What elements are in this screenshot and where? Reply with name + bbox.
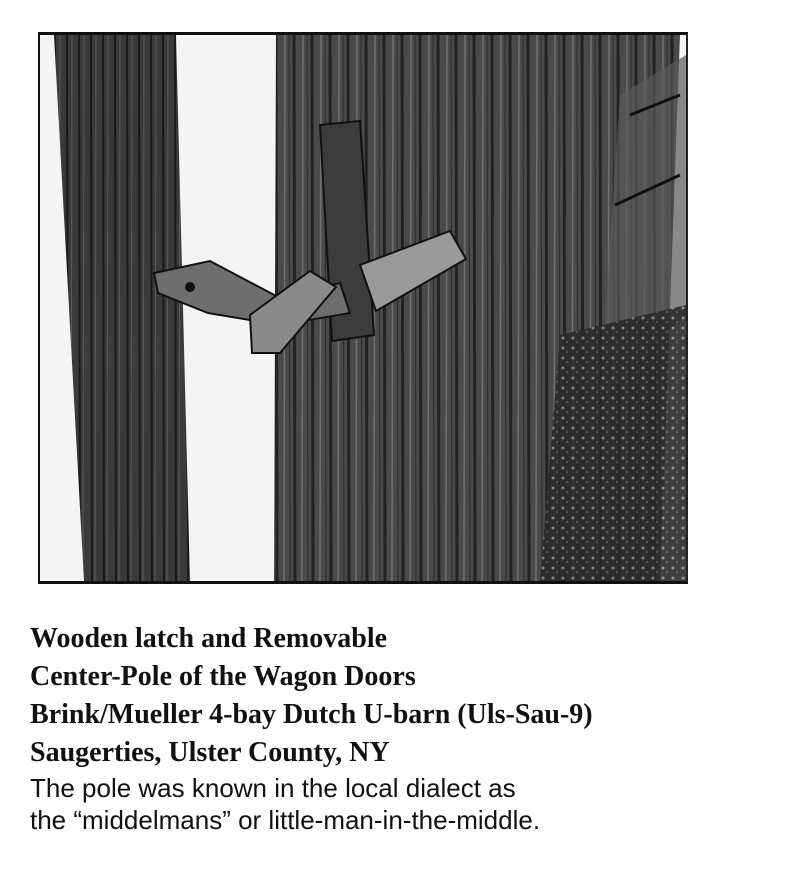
note-line-2: the “middelmans” or little-man-in-the-middle. — [30, 805, 541, 835]
photo-image — [40, 35, 686, 581]
barn-latch-photo — [38, 32, 688, 584]
caption-line-3: Brink/Mueller 4-bay Dutch U-barn (Uls-Sau-9) — [30, 699, 593, 730]
caption-line-4: Saugerties, Ulster County, NY — [30, 737, 390, 768]
dialect-note — [30, 772, 770, 836]
note-line-1: The pole was known in the local dialect as — [30, 773, 516, 803]
caption-line-2: Center-Pole of the Wagon Doors — [30, 661, 416, 692]
photo-caption — [30, 620, 770, 836]
caption-line-1: Wooden latch and Removable — [30, 623, 388, 654]
